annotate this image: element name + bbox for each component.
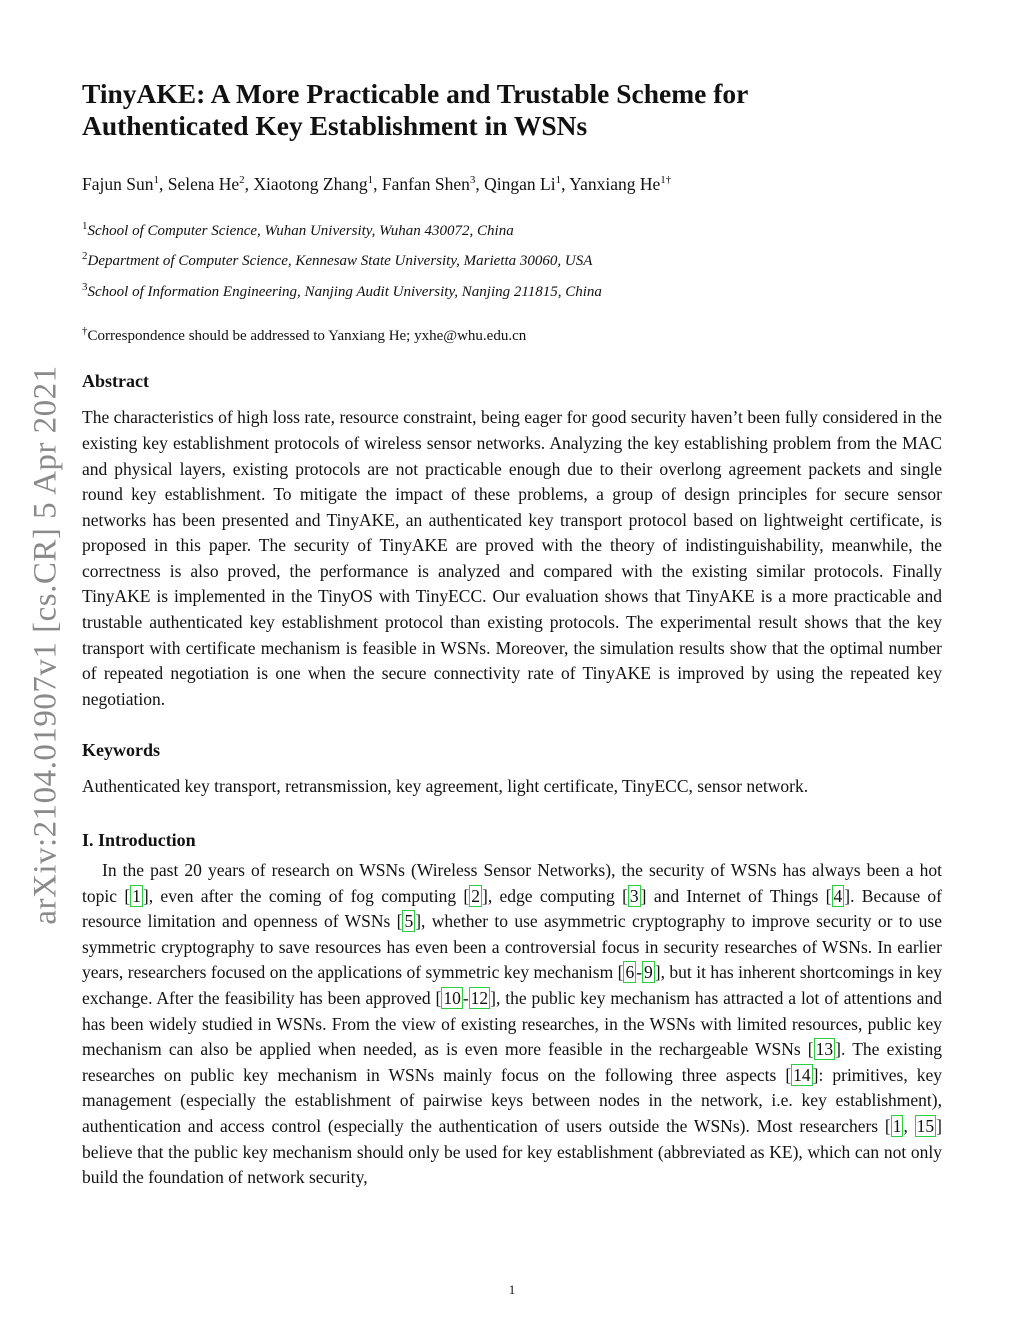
author-list: [82, 168, 942, 196]
intro-text: ] and Internet of Things [: [640, 885, 832, 906]
author-affiliation-mark: 1: [555, 174, 562, 186]
affiliation-mark: 2: [82, 250, 88, 263]
author-name: Xiaotong Zhang: [253, 173, 368, 194]
author-separator: ,: [244, 173, 254, 194]
correspondence-mark: †: [82, 325, 88, 338]
intro-text: ], whether to use asymmetric cryptography to improve security or to use symmetric cryptography to save resources has even been a controversial focus in security researches of WSNs. In earlier years, researchers focused on the applications of symmetric key mechanism [: [82, 911, 943, 983]
author-name: Fajun Sun: [82, 173, 154, 194]
correspondence-note: [82, 320, 942, 347]
affiliation-text: School of Information Engineering, Nanjing Audit University, Nanjing 211815, China: [87, 283, 602, 300]
affiliation: [82, 214, 942, 245]
section-heading-introduction: I. Introduction: [82, 830, 196, 851]
intro-text: ] believe that the public key mechanism should only be used for key establishment (abbreviated as KE), which can not only build the foundation of network security,: [82, 1115, 942, 1188]
title-line-2: Authenticated Key Establishment in WSNs: [82, 110, 588, 141]
citation-link[interactable]: 15: [916, 1115, 935, 1136]
intro-text: -: [462, 988, 469, 1009]
keywords-text: Authenticated key transport, retransmission, key agreement, light certificate, TinyECC, sensor network.: [82, 776, 809, 797]
page-number: 1: [508, 1282, 516, 1297]
author-affiliation-mark: 1: [367, 174, 374, 186]
author-name: Selena He: [167, 173, 240, 194]
citation-link[interactable]: 3: [629, 885, 639, 906]
citation-link[interactable]: 9: [644, 962, 653, 983]
citation-link[interactable]: 12: [470, 988, 489, 1009]
intro-text: ]: primitives, key management (especially the establishment of pairwise keys between nodes in the network, i.e. key establishment), authentication and access control (especially the authentication of users outside the WSNs). Most researchers [: [82, 1064, 942, 1136]
author-separator: ,: [373, 173, 382, 194]
affiliations: [82, 214, 942, 306]
intro-text: ]. Because of resource limitation and openness of WSNs [: [82, 885, 942, 932]
affiliation-mark: 3: [82, 280, 88, 293]
citation-link[interactable]: 2: [471, 885, 481, 906]
intro-text: ], even after the coming of fog computing [: [142, 885, 470, 906]
citation-link[interactable]: 14: [793, 1064, 811, 1085]
affiliation-text: School of Computer Science, Wuhan University, Wuhan 430072, China: [87, 222, 514, 239]
correspondence-text: Correspondence should be addressed to Yanxiang He; yxhe@whu.edu.cn: [87, 328, 527, 345]
intro-text: ], edge computing [: [482, 885, 628, 906]
intro-text: ]. The existing researches on public key mechanism in WSNs mainly focus on the following three aspects [: [82, 1039, 942, 1085]
author-separator: ,: [561, 173, 570, 194]
abstract-text: The characteristics of high loss rate, resource constraint, being eager for good security haven’t been fully considered in the existing key establishment protocols of wireless sensor networks. Analyzing the key establishing problem from the MAC and physical layers, existing protocols are not practicable enough due to their overlong agreement packets and single round key establishment. To mitigate the impact of these problems, a group of design principles for secure sensor networks has been presented and TinyAKE, an authenticated key transport protocol based on lightweight certificate, is proposed in this paper. The security of TinyAKE are proved with the theory of indistinguishability, meanwhile, the correctness is also proved, the performance is analyzed and compared with the existing similar protocols. Finally TinyAKE is implemented in the TinyOS with TinyECC. Our evaluation shows that TinyAKE is a more practicable and trustable authenticated key establishment protocol than existing protocols. The experimental result shows that the key transport with certificate mechanism is feasible in WSNs. Moreover, the simulation results show that the optimal number of repeated negotiation is one when the secure connectivity rate of TinyAKE is improved by using the repeated key negotiation.: [82, 407, 942, 709]
author-separator: ,: [475, 173, 485, 194]
keywords-heading: Keywords: [82, 740, 160, 761]
author-affiliation-mark: 1: [153, 174, 159, 186]
abstract-heading: Abstract: [82, 371, 149, 392]
intro-text: In the past 20 years of research on WSNs (Wireless Sensor Networks), the security of WSNs has always been a hot topic [: [82, 860, 942, 906]
title-line-1: TinyAKE: A More Practicable and Trustable Scheme for: [82, 78, 749, 109]
author-affiliation-mark: 2: [239, 174, 245, 186]
author-name: Yanxiang He: [569, 173, 661, 194]
author-name: Fanfan Shen: [381, 173, 470, 194]
intro-text: ,: [903, 1115, 915, 1136]
author-affiliation-mark: 1†: [660, 174, 672, 186]
author-affiliation-mark: 3: [469, 174, 476, 186]
intro-text: -: [636, 962, 643, 983]
introduction-paragraph: [82, 858, 942, 1191]
citation-link[interactable]: 5: [404, 911, 414, 932]
citation-link[interactable]: 13: [815, 1039, 834, 1060]
affiliation: [82, 275, 942, 306]
intro-text: ], the public key mechanism has attracted a lot of attentions and has been widely studied in WSNs. From the view of existing researches, in the WSNs with limited resources, public key mechanism can also be applied when needed, as is even more feasible in the rechargeable WSNs [: [82, 988, 942, 1060]
paper-title: [82, 78, 942, 142]
paper-page: [82, 78, 942, 1191]
citation-link[interactable]: 1: [892, 1115, 902, 1136]
intro-text: ], but it has inherent shortcomings in key exchange. After the feasibility has been approved [: [82, 962, 942, 1009]
author-separator: ,: [158, 173, 168, 194]
arxiv-identifier: arXiv:2104.01907v1 [cs.CR] 5 Apr 2021: [27, 365, 64, 925]
author-name: Qingan Li: [484, 173, 556, 194]
citation-link[interactable]: 1: [132, 885, 141, 906]
citation-link[interactable]: 10: [443, 988, 461, 1009]
affiliation: [82, 244, 942, 275]
citation-link[interactable]: 4: [833, 885, 843, 906]
citation-link[interactable]: 6: [625, 962, 635, 983]
affiliation-text: Department of Computer Science, Kennesaw State University, Marietta 30060, USA: [87, 253, 593, 270]
affiliation-mark: 1: [82, 219, 88, 232]
